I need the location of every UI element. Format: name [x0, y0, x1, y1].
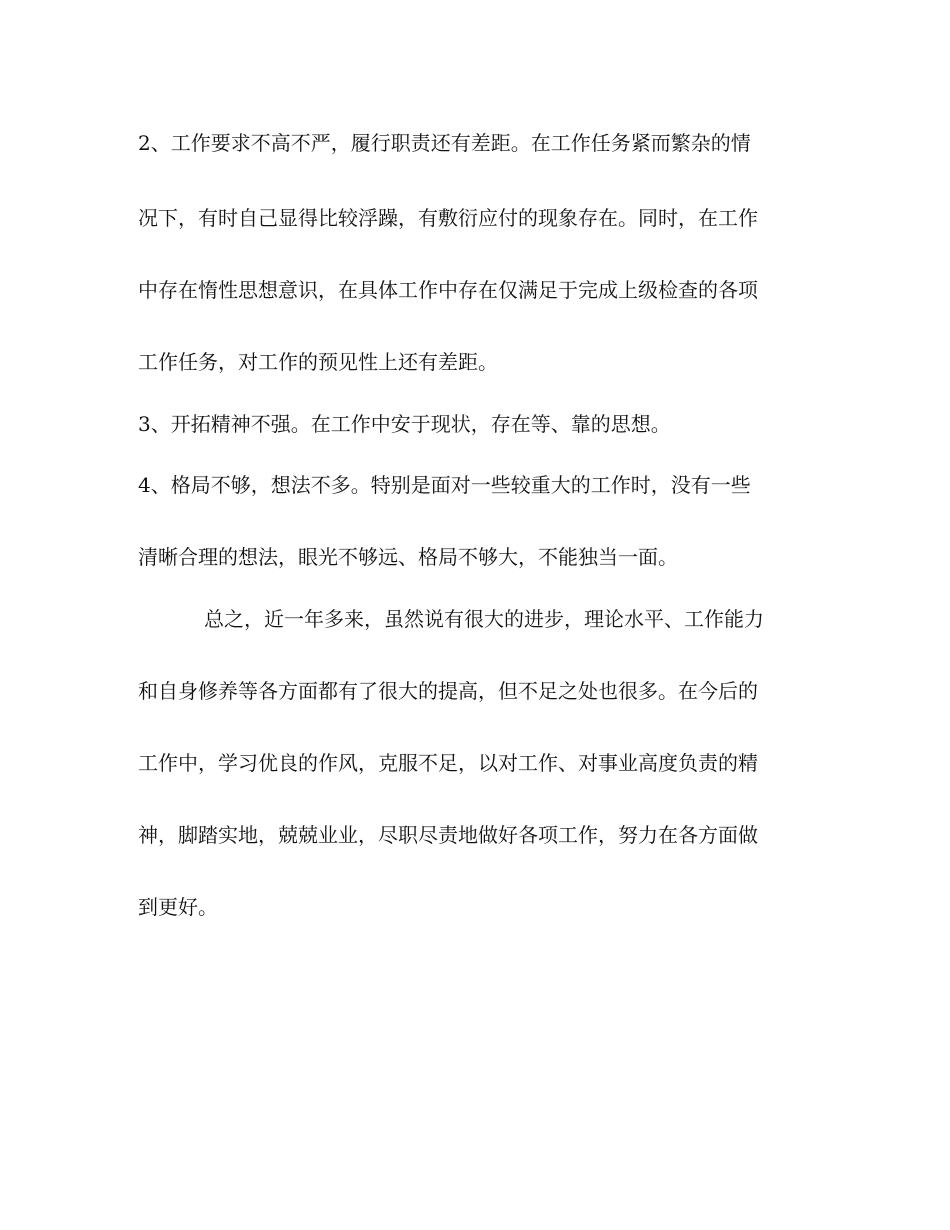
summary-line-2: 和自身修养等各方面都有了很大的提高，但不足之处也很多。在今后的	[138, 679, 758, 703]
item-2-line-3: 中存在惰性思想意识，在具体工作中存在仅满足于完成上级检查的各项	[138, 278, 758, 302]
summary-line-1: 总之，近一年多来，虽然说有很大的进步，理论水平、工作能力	[204, 607, 764, 631]
summary-line-5: 到更好。	[138, 895, 218, 919]
summary-line-4: 神，脚踏实地，兢兢业业，尽职尽责地做好各项工作，努力在各方面做	[138, 823, 758, 847]
item-2-line-4: 工作任务，对工作的预见性上还有差距。	[138, 350, 498, 374]
item-2-line-2: 况下，有时自己显得比较浮躁，有敷衍应付的现象存在。同时，在工作	[138, 206, 758, 230]
item-4-line-2: 清晰合理的想法，眼光不够远、格局不够大，不能独当一面。	[138, 545, 678, 569]
item-3-line-1: 3、开拓精神不强。在工作中安于现状，存在等、靠的思想。	[138, 412, 671, 436]
summary-line-3: 工作中，学习优良的作风，克服不足，以对工作、对事业高度负责的精	[138, 751, 758, 775]
item-2-line-1: 2、工作要求不高不严，履行职责还有差距。在工作任务紧而繁杂的情	[138, 131, 751, 155]
item-4-line-1: 4、格局不够，想法不多。特别是面对一些较重大的工作时，没有一些	[138, 473, 751, 497]
